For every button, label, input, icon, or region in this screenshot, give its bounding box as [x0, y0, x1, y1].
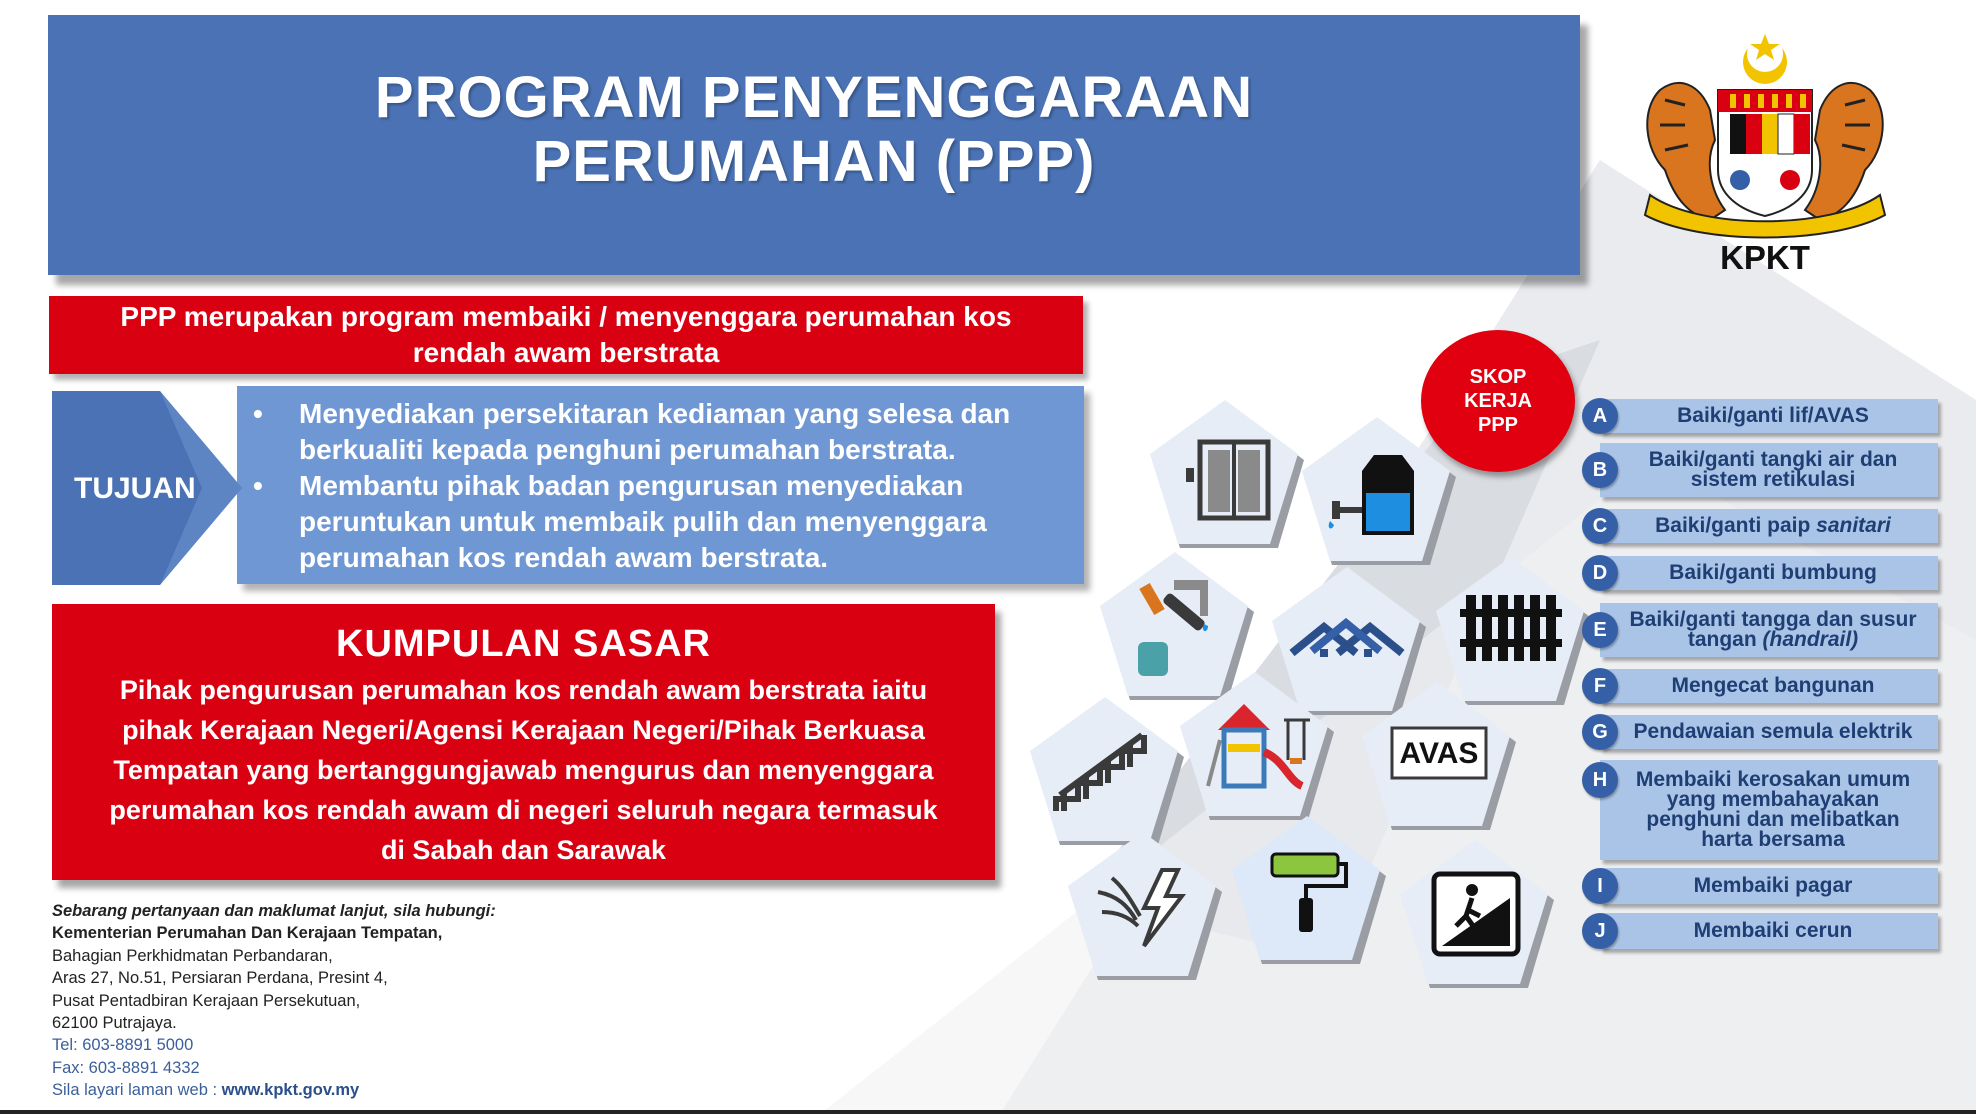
tujuan-bullet-2-line-3: perumahan kos rendah awam berstrata.	[299, 542, 829, 573]
elevator-tile	[1140, 398, 1310, 558]
scope-bar-c	[1600, 509, 1938, 543]
kumpulan-sasar-text	[52, 670, 995, 870]
slope-tile	[1390, 838, 1560, 998]
skop-line-3: PPP	[1477, 414, 1519, 436]
scope-letter-d: D	[1582, 555, 1618, 591]
tujuan-bullet-1	[299, 396, 1064, 468]
contact-fax: Fax: 603-8891 4332	[52, 1058, 200, 1077]
scope-text-j: Membaiki cerun	[1693, 919, 1853, 942]
scope-bar-e	[1600, 603, 1938, 657]
scope-text-h-line-1: Membaiki kerosakan umum	[1635, 768, 1911, 791]
scope-letter-g: G	[1582, 714, 1618, 750]
tujuan-box	[237, 386, 1084, 584]
tujuan-bullet-1-line-1: • Menyediakan persekitaran kediaman yang selesa dan	[299, 398, 1011, 429]
contact-org: Kementerian Perumahan Dan Kerajaan Tempatan,	[52, 924, 443, 943]
tujuan-bullet-2-line-2: peruntukan untuk membaik pulih dan menyenggara	[299, 506, 987, 537]
scope-bar-g	[1600, 715, 1938, 749]
tujuan-label: TUJUAN	[74, 472, 196, 505]
slope-icon	[1434, 874, 1518, 954]
tujuan-list	[237, 386, 1084, 576]
scope-bar-f	[1600, 669, 1938, 703]
contact-intro: Sebarang pertanyaan dan maklumat lanjut, sila hubungi:	[52, 902, 496, 920]
web-link[interactable]: www.kpkt.gov.my	[221, 1081, 360, 1100]
scope-item-j	[1582, 913, 1938, 949]
skop-kerja-badge	[1421, 330, 1575, 472]
playground-tile	[1170, 670, 1340, 830]
scope-text-e-line-1: Baiki/ganti tangga dan susur	[1629, 608, 1917, 631]
contact-web	[52, 1079, 612, 1101]
contact-tel: Tel: 603-8891 5000	[52, 1036, 194, 1055]
title-line-2: PERUMAHAN (PPP)	[532, 129, 1096, 194]
page-title	[375, 66, 1253, 194]
scope-item-c	[1582, 509, 1938, 543]
intro-box	[49, 296, 1083, 374]
scope-item-e	[1582, 603, 1938, 657]
intro-line-2: rendah awam berstrata	[412, 337, 720, 368]
scope-text-g: Pendawaian semula elektrik	[1633, 720, 1913, 743]
title-banner	[48, 15, 1580, 275]
avas-icon-label: AVAS	[1399, 737, 1479, 770]
scope-bar-d	[1600, 556, 1938, 590]
scope-bar-b	[1600, 443, 1938, 497]
paint-roller-tile	[1222, 814, 1392, 974]
scope-text-f: Mengecat bangunan	[1671, 674, 1875, 697]
scope-letter-i: I	[1582, 868, 1618, 904]
scope-text-d: Baiki/ganti bumbung	[1669, 561, 1877, 584]
sasar-line-2: pihak Kerajaan Negeri/Agensi Kerajaan Negeri/Pihak Berkuasa	[122, 715, 925, 745]
kpkt-logo	[1630, 30, 1900, 280]
tujuan-bullet-2	[299, 468, 1064, 576]
title-line-1: PROGRAM PENYENGGARAAN	[374, 65, 1254, 130]
coat-of-arms-icon	[1630, 30, 1900, 245]
scope-text-b-line-2: sistem retikulasi	[1690, 468, 1856, 491]
scope-letter-f: F	[1582, 668, 1618, 704]
scope-item-a	[1582, 399, 1938, 433]
contact-line-3: Pusat Pentadbiran Kerajaan Persekutuan,	[52, 991, 361, 1010]
scope-text-c-italic: sanitari	[1816, 514, 1891, 537]
sasar-line-5: di Sabah dan Sarawak	[380, 835, 667, 865]
scope-text-i: Membaiki pagar	[1693, 874, 1853, 897]
scope-text-e-line-2: tangan	[1687, 628, 1763, 651]
contact-line-4: 62100 Putrajaya.	[52, 1014, 177, 1033]
skop-line-1: SKOP	[1469, 366, 1527, 388]
scope-letter-h: H	[1582, 762, 1618, 798]
scope-item-f	[1582, 669, 1938, 703]
kumpulan-sasar-title: KUMPULAN SASAR	[336, 623, 711, 665]
skop-line-2: KERJA	[1464, 390, 1532, 412]
tujuan-bullet-1-line-2: berkualiti kepada penghuni perumahan berstrata.	[299, 434, 956, 465]
scope-item-g	[1582, 715, 1938, 749]
intro-line-1: PPP merupakan program membaiki / menyenggara perumahan kos	[120, 301, 1012, 332]
scope-letter-j: J	[1582, 913, 1618, 949]
scope-text-h-line-2: yang membahayakan	[1666, 788, 1880, 811]
scope-bar-a	[1600, 399, 1938, 433]
scope-text-e-italic: (handrail)	[1762, 628, 1859, 651]
scope-bar-i	[1600, 868, 1938, 904]
scope-item-i	[1582, 868, 1938, 904]
scope-text-h-line-4: harta bersama	[1701, 828, 1845, 851]
scope-item-h	[1582, 760, 1938, 860]
sasar-line-1: Pihak pengurusan perumahan kos rendah awam berstrata iaitu	[119, 675, 928, 705]
sasar-line-4: perumahan kos rendah awam di negeri seluruh negara termasuk	[109, 795, 938, 825]
tujuan-bullet-2-line-1: • Membantu pihak badan pengurusan menyediakan	[299, 470, 964, 501]
contact-info	[52, 900, 612, 1102]
scope-item-b	[1582, 443, 1938, 497]
sasar-line-3: Tempatan yang bertanggungjawab mengurus dan menyenggara	[113, 755, 934, 785]
web-label: Sila layari laman web :	[52, 1081, 222, 1100]
scope-text-a: Baiki/ganti lif/AVAS	[1677, 404, 1869, 427]
scope-bar-h	[1600, 760, 1938, 860]
elevator-icon	[1186, 442, 1268, 518]
scope-item-d	[1582, 556, 1938, 590]
scope-letter-c: C	[1582, 508, 1618, 544]
avas-icon	[1392, 728, 1486, 778]
contact-line-1: Bahagian Perkhidmatan Perbandaran,	[52, 946, 333, 965]
logo-caption: KPKT	[1720, 239, 1810, 276]
kumpulan-sasar-box	[52, 604, 995, 880]
scope-text-c: Baiki/ganti paip	[1655, 514, 1817, 537]
wiring-tile	[1058, 830, 1228, 990]
scope-text-b-line-1: Baiki/ganti tangki air dan	[1648, 448, 1898, 471]
scope-bar-j	[1600, 913, 1938, 949]
scope-text-h-line-3: penghuni dan melibatkan	[1646, 808, 1900, 831]
scope-letter-a: A	[1582, 398, 1618, 434]
contact-line-2: Aras 27, No.51, Persiaran Perdana, Presint 4,	[52, 969, 388, 988]
scope-letter-b: B	[1582, 452, 1618, 488]
scope-letter-e: E	[1582, 612, 1618, 648]
